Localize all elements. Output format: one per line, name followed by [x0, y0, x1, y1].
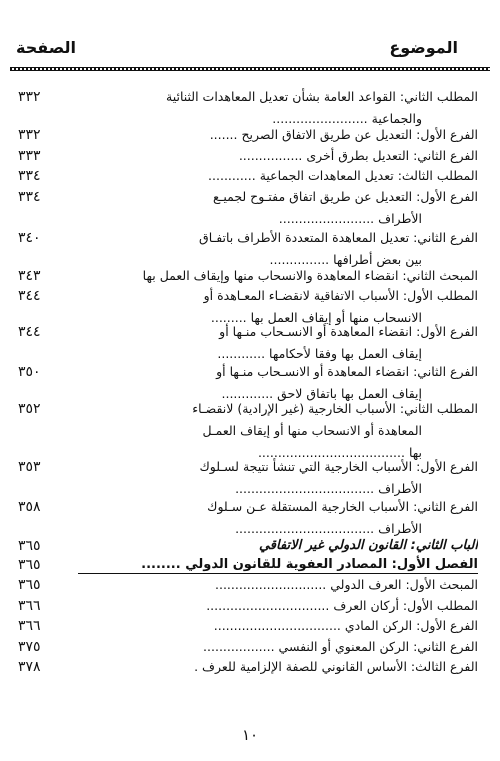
toc-row — [18, 615, 478, 637]
toc-page-number: ٣٣٤ — [18, 168, 41, 184]
toc-page-number: ٣٦٦ — [18, 618, 41, 634]
toc-entry-text: المطلب الأول: أركان العرف ............................... — [206, 598, 478, 613]
toc-row — [18, 574, 478, 596]
toc-page-number: ٣٤٣ — [18, 268, 41, 284]
toc-page-number: ٣٥٣ — [18, 459, 41, 475]
toc-entry-text: المبحث الأول: العرف الدولي ............................ — [215, 577, 478, 592]
toc-entry-text: المطلب الثاني: القواعد العامة بشأن تعديل المعاهدات الثنائية — [166, 89, 478, 104]
toc-entry-text: الفصل الأول: المصادر العفوية للقانون الدولي ........ — [141, 557, 478, 572]
page-number: ١٠ — [241, 726, 259, 744]
toc-page-number: ٣٣٢ — [18, 127, 41, 143]
toc-entry-text: الأطراف ................................... — [235, 521, 422, 536]
toc-page-number: ٣٤٤ — [18, 324, 41, 340]
toc-row — [18, 595, 478, 617]
toc-row — [18, 456, 478, 500]
toc-row — [18, 398, 478, 464]
toc-entry-text: إيقاف العمل بها باتفاق لاحق ............. — [221, 386, 422, 401]
toc-entry-text: المطلب الثالث: تعديل المعاهدات الجماعية ............ — [208, 168, 478, 183]
toc-entry-text: الفرع الثاني: انقضاء المعاهدة أو الانسـحاب منـها أو — [216, 364, 478, 379]
toc-entry-text: الفرع الأول: التعديل عن طريق الاتفاق الصريح ....... — [209, 127, 478, 142]
toc-row — [18, 165, 478, 187]
page-column-header: الصفحة — [16, 38, 77, 57]
toc-row — [18, 656, 478, 678]
toc-entry-text: الفرع الثاني: الأسباب الخارجية المستقلة عـن سـلوك — [207, 499, 478, 514]
toc-row — [18, 124, 478, 146]
toc-page-number: ٣٦٥ — [18, 538, 41, 554]
toc-entry-text: الفرع الأول: الركن المادي ................................ — [213, 618, 478, 633]
toc-entry-text: الفرع الثاني: التعديل بطرق أخرى ................ — [238, 148, 478, 163]
toc-entry-text: المبحث الثاني: انقضاء المعاهدة والانسحاب منها وإيقاف العمل بها — [142, 268, 478, 283]
toc-page-number: ٣٣٤ — [18, 189, 41, 205]
toc-page-number: ٣٣٣ — [18, 148, 41, 164]
toc-row — [18, 636, 478, 658]
toc-entry-text: الفرع الثاني: تعديل المعاهدة المتعددة الأطراف باتفـاق — [199, 230, 478, 245]
toc-page-number: ٣٧٨ — [18, 659, 41, 675]
topic-column-header: الموضوع — [389, 38, 458, 57]
toc-entry-text: الفرع الأول: انقضاء المعاهدة أو الانسـحاب منـها أو — [219, 324, 478, 339]
toc-page-number: ٣٥٠ — [18, 364, 41, 380]
toc-entry-text: المطلب الثاني: الأسباب الخارجية (غير الإرادية) لانقضـاء — [192, 401, 478, 416]
toc-page-number: ٣٤٠ — [18, 230, 41, 246]
toc-entry-text: المطلب الأول: الأسباب الاتفاقية لانقضـاء المعـاهدة أو — [203, 288, 478, 303]
toc-page-number: ٣٦٥ — [18, 557, 41, 573]
toc-row — [18, 145, 478, 167]
toc-page-number: ٣٧٥ — [18, 639, 41, 655]
toc-entry-text: إيقاف العمل بها وفقا لأحكامها ............ — [217, 346, 422, 361]
toc-entry-text: الفرع الثالث: الأساس القانوني للصفة الإلزامية للعرف . — [194, 659, 478, 674]
toc-row — [18, 496, 478, 540]
toc-page-number: ٣٣٢ — [18, 89, 41, 105]
toc-page-number: ٣٥٨ — [18, 499, 41, 515]
toc-row — [18, 265, 478, 287]
toc-entry-text: والجماعية ........................ — [272, 111, 422, 126]
toc-entry-text: الفرع الثاني: الركن المعنوي أو النفسي .................. — [203, 639, 478, 654]
toc-entry-text: بين بعض أطرافها ............... — [269, 252, 422, 267]
toc-entry-text: المعاهدة أو الانسحاب منها أو إيقاف العمـل — [202, 423, 422, 438]
toc-row — [18, 321, 478, 365]
toc-entry-text: الأطراف ........................ — [278, 211, 422, 226]
toc-page-number: ٣٦٦ — [18, 598, 41, 614]
toc-entry-text: الفرع الأول: التعديل عن طريق اتفاق مفتـوح لجميـع — [213, 189, 478, 204]
toc-page-number: ٣٦٥ — [18, 577, 41, 593]
toc-entry-text: بها ..................................... — [257, 445, 422, 460]
toc-entry-text: الفرع الأول: الأسباب الخارجية التي تنشأ نتيجة لسـلوك — [199, 459, 478, 474]
toc-entry-text: الباب الثاني: القانون الدولي غير الاتفاقي — [258, 538, 478, 553]
toc-page-number: ٣٤٤ — [18, 288, 41, 304]
toc-row — [18, 186, 478, 230]
toc-entry-text: الأطراف ................................... — [235, 481, 422, 496]
toc-page-number: ٣٥٢ — [18, 401, 41, 417]
toc-entry-text: الانسحاب منها أو إيقاف العمل بها ......... — [210, 310, 422, 325]
section-underline — [78, 573, 478, 574]
